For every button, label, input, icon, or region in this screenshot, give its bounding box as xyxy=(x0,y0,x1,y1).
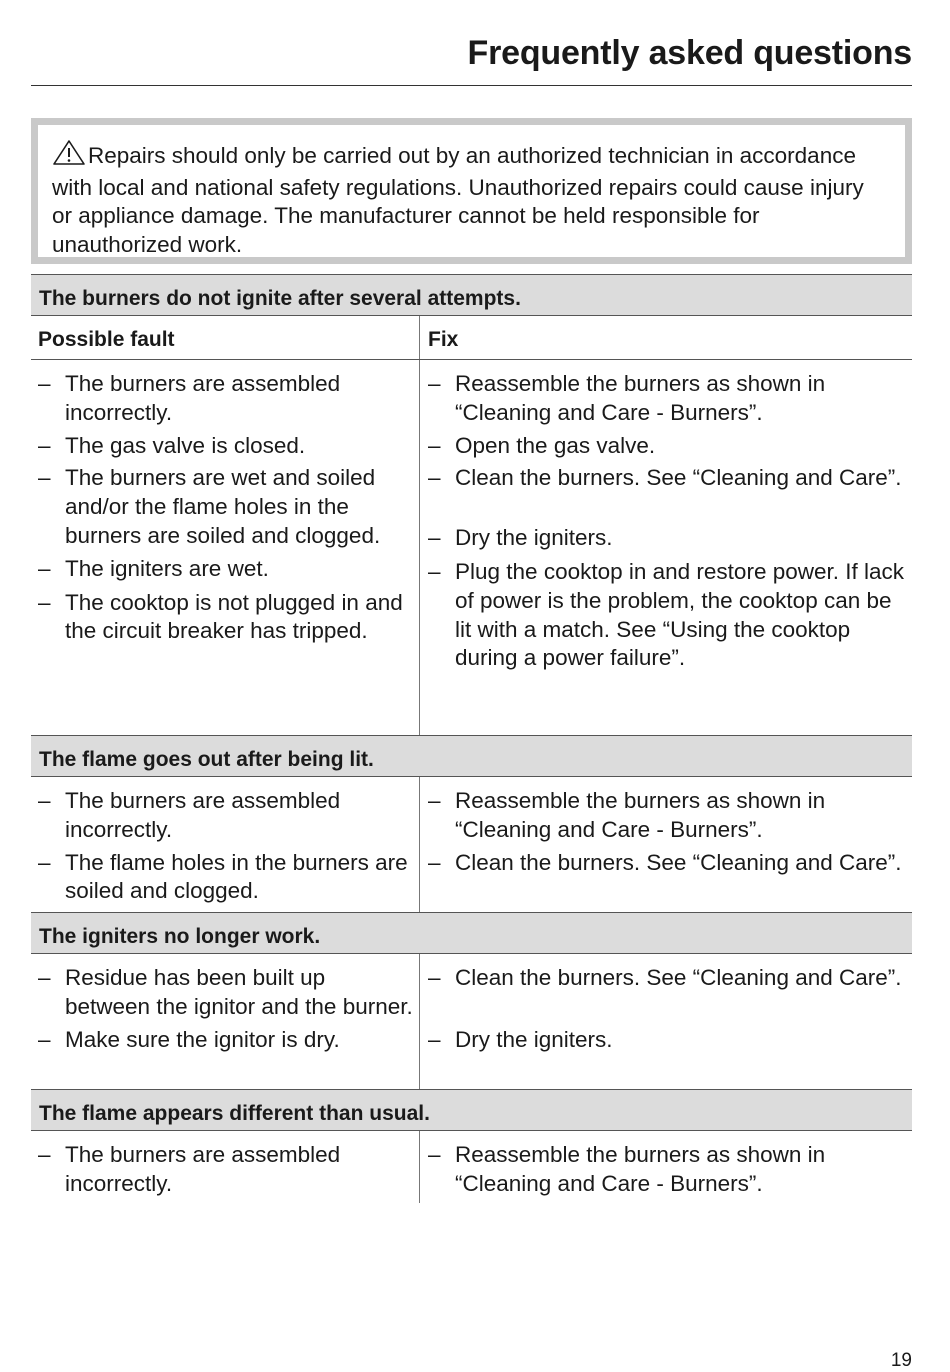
list-item: – Open the gas valve. xyxy=(428,432,656,458)
list-item: – Reassemble the burners as shown in “Cleaning and Care - Burners”. xyxy=(428,1142,826,1196)
list-item: – The burners are assembled incorrectly. xyxy=(38,788,341,842)
title-divider xyxy=(31,85,912,86)
fault-column xyxy=(31,360,420,735)
page-number: 19 xyxy=(890,1350,912,1371)
list-item: – The gas valve is closed. xyxy=(38,432,306,458)
faq-table xyxy=(31,274,912,1203)
fault-column xyxy=(31,1131,420,1203)
page-title: Frequently asked questions xyxy=(467,34,912,72)
section-rows xyxy=(31,777,912,912)
fix-column xyxy=(420,1131,912,1203)
list-item: – Clean the burners. See “Cleaning and Care”. xyxy=(428,849,902,875)
section-header: The burners do not ignite after several attempts. xyxy=(31,274,912,316)
list-item: – The cooktop is not plugged in and the circuit breaker has tripped. xyxy=(38,589,403,644)
list-item: – The burners are assembled incorrectly. xyxy=(38,1142,341,1196)
fix-column xyxy=(420,360,912,735)
list-item: – Clean the burners. See “Cleaning and Care”. xyxy=(428,465,902,491)
list-item: – The burners are wet and soiled and/or the flame holes in the burners are soiled and clogged. xyxy=(38,465,381,548)
section-header: The flame appears different than usual. xyxy=(31,1089,912,1131)
fault-column xyxy=(31,777,420,912)
fault-column xyxy=(31,954,420,1089)
column-header-row xyxy=(31,316,912,360)
section-rows xyxy=(31,954,912,1089)
list-item: – Dry the igniters. xyxy=(428,525,613,551)
list-item: – Residue has been built up between the ignitor and the burner. xyxy=(38,965,413,1019)
list-item: – The burners are assembled incorrectly. xyxy=(38,371,341,425)
fix-column xyxy=(420,777,912,912)
column-header-fault: Possible fault xyxy=(31,316,420,359)
fix-column xyxy=(420,954,912,1089)
list-item: – Make sure the ignitor is dry. xyxy=(38,1026,340,1052)
list-item: – Plug the cooktop in and restore power. If lack of power is the problem, the cooktop can be lit with a match. See “Using the cooktop during a power failure”. xyxy=(428,558,905,671)
list-item: – The igniters are wet. xyxy=(38,555,269,581)
warning-text: Repairs should only be carried out by an authorized technician in accordance with local and national safety regulations. Unauthorized repairs could cause injury or appliance damage. The manufacturer cannot be held responsible for unauthorized work. xyxy=(52,143,864,257)
list-item: – Reassemble the burners as shown in “Cleaning and Care - Burners”. xyxy=(428,371,826,425)
list-item: – Dry the igniters. xyxy=(428,1026,613,1052)
section-rows xyxy=(31,360,912,735)
list-item: – Clean the burners. See “Cleaning and Care”. xyxy=(428,965,902,990)
list-item: – The flame holes in the burners are soiled and clogged. xyxy=(38,849,408,904)
column-header-fix: Fix xyxy=(428,328,459,351)
section-header: The flame goes out after being lit. xyxy=(31,735,912,777)
section-header: The igniters no longer work. xyxy=(31,912,912,954)
warning-triangle-icon xyxy=(52,139,86,174)
list-item: – Reassemble the burners as shown in “Cleaning and Care - Burners”. xyxy=(428,788,826,842)
warning-box xyxy=(31,118,912,264)
section-rows xyxy=(31,1131,912,1203)
